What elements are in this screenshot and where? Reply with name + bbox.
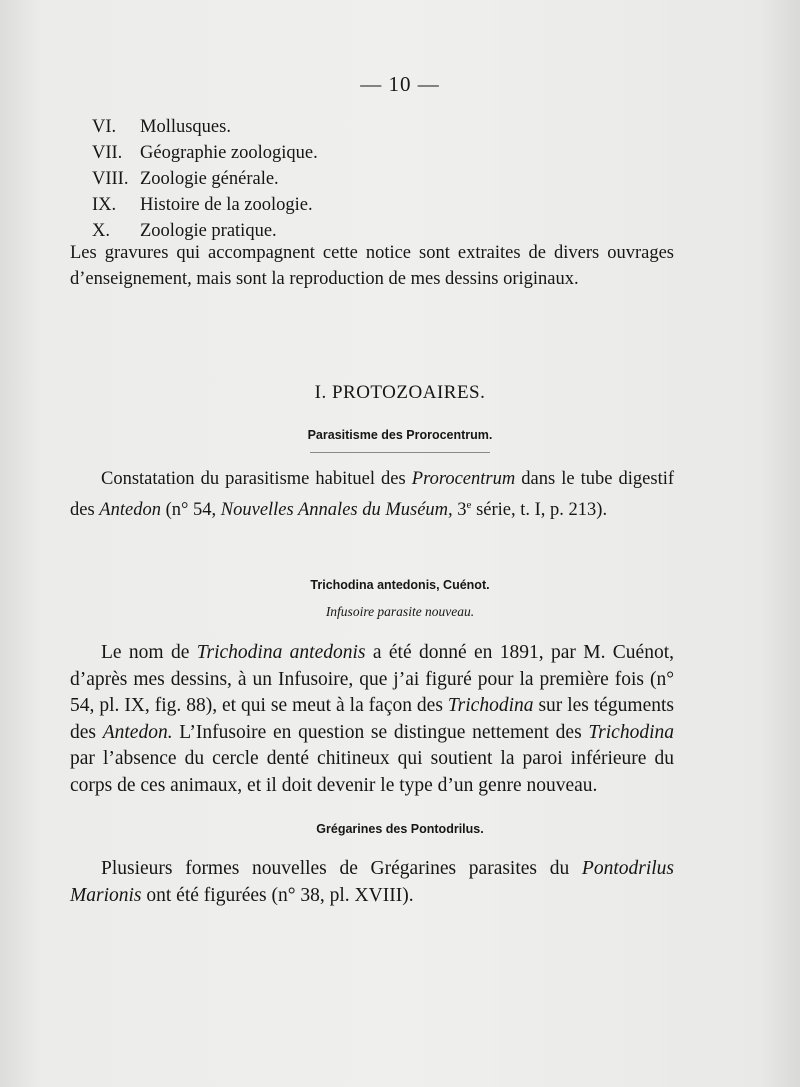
text-run: L’Infusoire en question se distingue nettement des (172, 721, 589, 743)
list-item-label: Histoire de la zoologie. (140, 195, 313, 215)
list-item-number: X. (92, 221, 110, 241)
paragraph-gregarines (70, 856, 674, 909)
list-item-label: Mollusques. (140, 117, 231, 137)
text-run: 3 (452, 500, 467, 521)
list-item-label: Géographie zoologique. (140, 143, 318, 163)
text-run: Constatation du parasitisme habituel des (101, 469, 412, 489)
text-run: (n° 54, (160, 500, 221, 521)
list-item-number: VIII. (92, 169, 129, 189)
taxon-name: Trichodina (588, 721, 674, 743)
subheading-parasitisme: Parasitisme des Prorocentrum. (307, 428, 493, 442)
page-number: — 10 — (360, 72, 440, 96)
list-item (92, 166, 692, 192)
taxon-name: Prorocentrum (411, 469, 516, 489)
journal-title: Nouvelles Annales du Muséum, (220, 500, 453, 521)
subheading-gregarines: Grégarines des Pontodrilus. (316, 822, 484, 836)
list-item-label: Zoologie générale. (140, 169, 279, 189)
text-run: ont été figurées (n° 38, pl. XVIII). (141, 884, 414, 906)
paragraph-prorocentrum (70, 466, 674, 523)
list-item (92, 192, 692, 218)
taxon-name: Trichodina (447, 695, 534, 716)
list-item (92, 114, 692, 140)
text-run: Le nom de (101, 642, 197, 663)
list-item-number: VII. (92, 143, 123, 163)
text-run: série, t. I, p. 213). (471, 500, 608, 521)
taxon-name: Antedon. (102, 721, 173, 743)
subheading-note: Infusoire parasite nouveau. (325, 604, 475, 619)
taxon-name: Pontodrilus Marionis (70, 858, 674, 906)
list-item-number: IX. (92, 195, 117, 215)
taxon-name: Trichodina antedonis (196, 642, 366, 663)
superscript: e (466, 499, 472, 511)
subheading-trichodina: Trichodina antedonis, Cuénot. (310, 578, 490, 592)
text-run: par l’absence du cercle denté chitineux qui soutient la paroi inférieure du corps de ces animaux, et il doit devenir le type d’un genre nouveau. (70, 748, 674, 796)
taxon-name: Antedon (99, 500, 161, 521)
text-run: dans le tube digestif des (70, 469, 675, 521)
text-run: sur les téguments des (70, 695, 674, 743)
text-run: a été donné en 1891, par M. Cuénot, d’après mes dessins, à un Infusoire, que j’ai figuré pour la première fois (n° 54, pl. IX, fig. 88), et qui se meut à la façon des (70, 642, 675, 716)
divider (310, 452, 490, 453)
section-list (92, 114, 692, 244)
text-run: Plusieurs formes nouvelles de Grégarines parasites du (101, 858, 582, 879)
paragraph-trichodina (70, 640, 674, 799)
list-item (92, 140, 692, 166)
section-title: I. PROTOZOAIRES. (314, 382, 486, 403)
intro-paragraph: Les gravures qui accompagnent cette notice sont extraites de divers ouvrages d’enseignement, mais sont la reproduction de mes dessins originaux. (70, 243, 674, 289)
list-item-label: Zoologie pratique. (140, 221, 277, 241)
list-item-number: VI. (92, 117, 117, 137)
